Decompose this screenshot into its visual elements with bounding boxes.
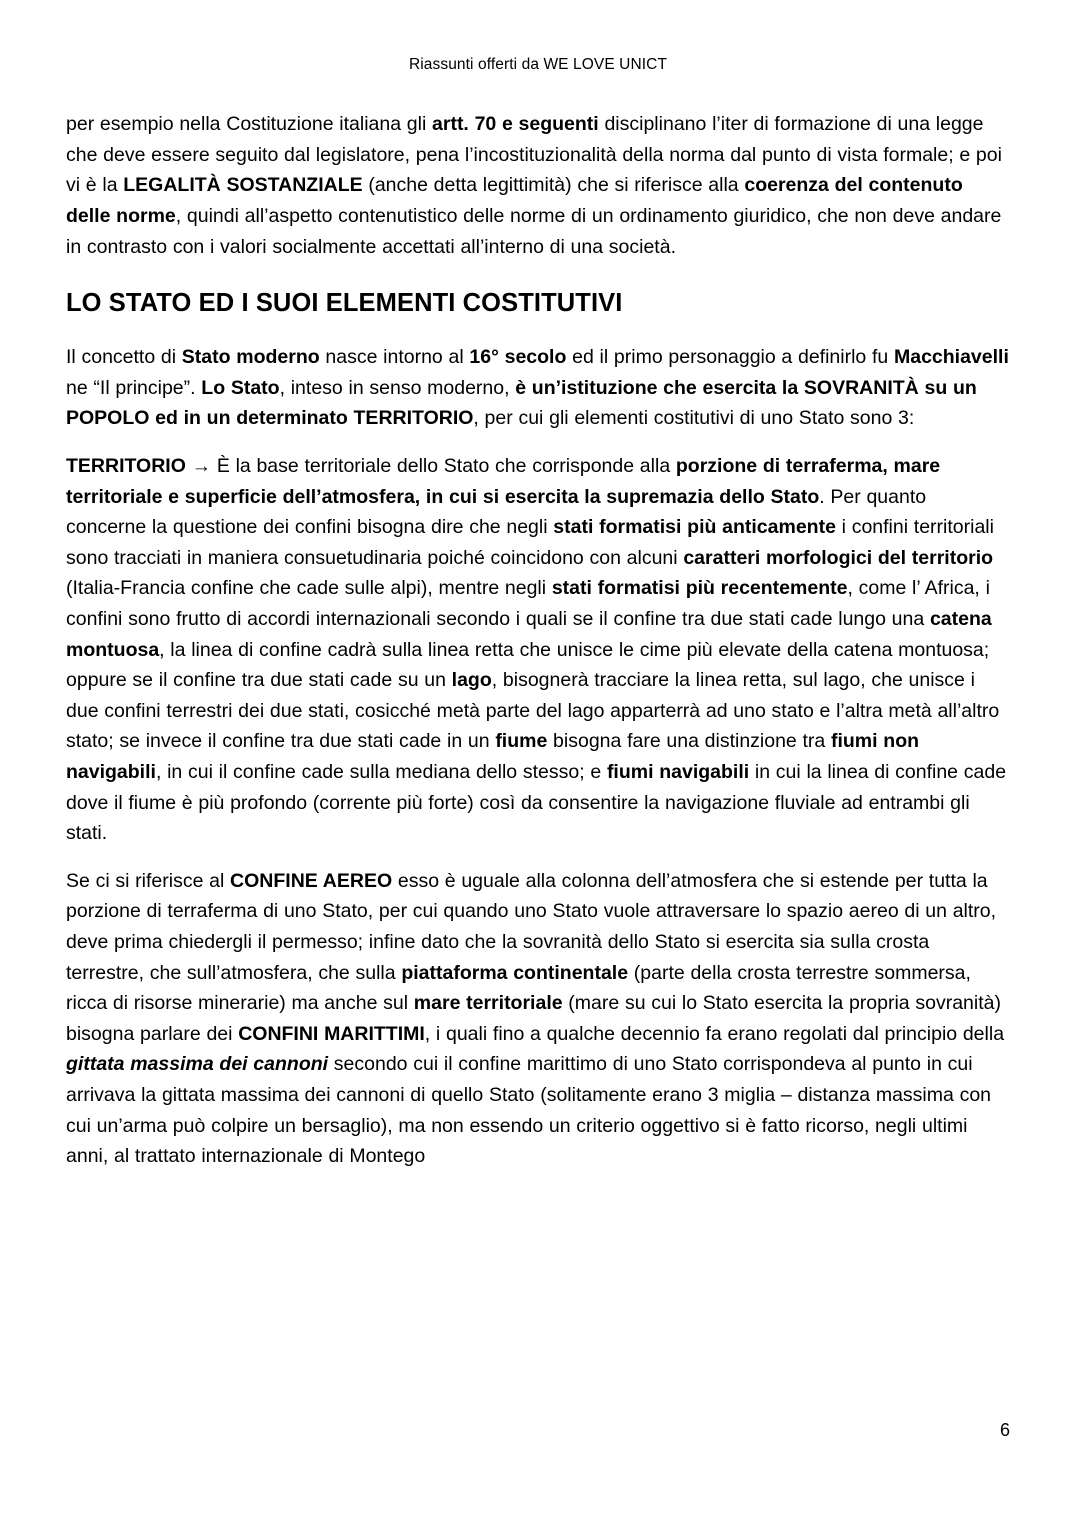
text-fragment: , la linea di confine cadrà sulla linea retta che unisce le cime più elevate della catena montuosa; oppure se il confine tra due stati cade su un — [66, 638, 990, 692]
text-fragment-bold: stati formatisi più anticamente — [553, 516, 836, 539]
text-fragment-bold: artt. 70 e seguenti — [432, 113, 599, 136]
text-fragment-bold-italic: gittata massima dei cannoni — [66, 1053, 329, 1076]
text-fragment: È la base territoriale dello Stato che corrisponde alla — [216, 454, 676, 477]
text-fragment-bold: porzione di terraferma, mare territoriale e superficie dell’atmosfera, in cui si esercita la supremazia dello Stato — [66, 454, 941, 508]
document-header: Riassunti offerti da WE LOVE UNICT — [408, 56, 668, 73]
text-fragment: , come l’ Africa, i confini sono frutto di accordi internazionali secondo i quali se il confine tra due stati cade lungo una — [66, 577, 990, 630]
paragraph-territorio — [66, 451, 1010, 849]
text-fragment-bold: fiumi navigabili — [606, 760, 750, 783]
text-fragment: (mare su cui lo Stato esercita la propria sovranità) bisogna parlare dei — [66, 992, 1001, 1045]
text-fragment-bold: Lo Stato — [201, 376, 280, 399]
text-fragment: Se ci si riferisce al — [66, 869, 231, 892]
text-fragment-bold: Stato moderno — [181, 346, 320, 369]
text-fragment: nasce intorno al — [319, 346, 470, 369]
text-fragment-bold: mare territoriale — [413, 992, 563, 1015]
text-fragment: in cui la linea di confine cade dove il fiume è più profondo (corrente più forte) così da consentire la navigazione fluviale ad entrambi gli stati. — [66, 760, 1007, 845]
text-fragment-bold: CONFINI MARITTIMI — [238, 1022, 425, 1045]
text-fragment: ne “Il principe”. — [66, 376, 202, 399]
text-fragment-bold: piattaforma continentale — [401, 961, 629, 984]
text-fragment: i confini territoriali sono tracciati in maniera consuetudinaria poiché coincidono con alcuni — [66, 516, 994, 569]
text-fragment: disciplinano l’iter di formazione di una legge che deve essere seguito dal legislatore, pena l’incostituzionalità della norma dal punto di vista formale; e poi vi è la — [66, 113, 1002, 197]
text-fragment: (Italia-Francia confine che cade sulle alpi), mentre negli — [66, 577, 552, 600]
text-fragment: , i quali fino a qualche decennio fa erano regolati dal principio della — [424, 1022, 1005, 1045]
text-fragment: Il concetto di — [66, 346, 182, 369]
text-fragment-bold: CONFINE AEREO — [230, 869, 393, 892]
text-fragment-bold: è un’istituzione che esercita la SOVRANITÀ su un POPOLO ed in un determinato TERRITORIO — [66, 376, 977, 430]
text-fragment: (anche detta legittimità) che si riferisce alla — [362, 174, 745, 197]
text-fragment-bold: 16° secolo — [469, 346, 567, 369]
page-number: 6 — [999, 1420, 1010, 1440]
arrow-icon: → — [185, 454, 217, 477]
text-fragment-bold: fiume — [495, 730, 548, 753]
text-fragment: , inteso in senso moderno, — [279, 376, 516, 399]
text-fragment: bisogna fare una distinzione tra — [547, 730, 831, 753]
text-fragment: esso è uguale alla colonna dell’atmosfera che si estende per tutta la porzione di terraferma di uno Stato, per cui quando uno Stato vuole attraversare lo spazio aereo di un altro, deve prima chiedergli il permesso; infine dato che la sovranità dello Stato si esercita sia sulla crosta terrestre, che sull’atmosfera, che sulla — [66, 869, 997, 984]
section-heading: LO STATO ED I SUOI ELEMENTI COSTITUTIVI — [66, 289, 623, 318]
text-fragment-bold: coerenza del contenuto delle norme — [66, 174, 963, 227]
text-fragment-bold: Macchiavelli — [893, 346, 1009, 369]
paragraph-legalita — [66, 109, 1010, 262]
text-fragment: secondo cui il confine marittimo di uno Stato corrispondeva al punto in cui arrivava la gittata massima dei cannoni di quello Stato (solitamente erano 3 miglia – distanza massima con cui un’arma può colpire un bersaglio), ma non essendo un criterio oggettivo si è fatto ricorso, negli ultimi anni, al trattato internazionale di Montego — [66, 1053, 992, 1168]
text-fragment: , in cui il confine cade sulla mediana dello stesso; e — [155, 760, 607, 783]
text-fragment: (parte della crosta terrestre sommersa, ricca di risorse minerarie) ma anche sul — [66, 961, 971, 1015]
text-fragment-bold: LEGALITÀ SOSTANZIALE — [123, 174, 363, 197]
text-fragment: ed il primo personaggio a definirlo fu — [566, 346, 894, 369]
text-fragment: , per cui gli elementi costitutivi di uno Stato sono 3: — [473, 407, 915, 430]
text-fragment: , bisognerà tracciare la linea retta, sul lago, che unisce i due confini terrestri dei due stati, cosicché metà parte del lago apparterrà ad uno stato e l’altra metà all’altro stato; se invece il confine tra due stati cade in un — [66, 669, 1000, 753]
text-fragment-bold: lago — [451, 669, 492, 692]
text-fragment-bold: stati formatisi più recentemente — [551, 577, 848, 600]
text-fragment-bold: catena montuosa — [66, 607, 992, 661]
text-fragment: per esempio nella Costituzione italiana gli — [66, 113, 433, 136]
text-fragment: . Per quanto concerne la questione dei confini bisogna dire che negli — [66, 485, 927, 539]
text-fragment-bold: TERRITORIO — [66, 454, 186, 477]
paragraph-confine-aereo — [66, 866, 1010, 1172]
text-fragment: , quindi all’aspetto contenutistico delle norme di un ordinamento giuridico, che non deve andare in contrasto con i valori socialmente accettati all’interno di una società. — [66, 204, 1002, 258]
paragraph-stato-moderno — [66, 342, 1010, 434]
text-fragment-bold: caratteri morfologici del territorio — [683, 546, 994, 569]
text-fragment-bold: fiumi non navigabili — [66, 730, 920, 783]
